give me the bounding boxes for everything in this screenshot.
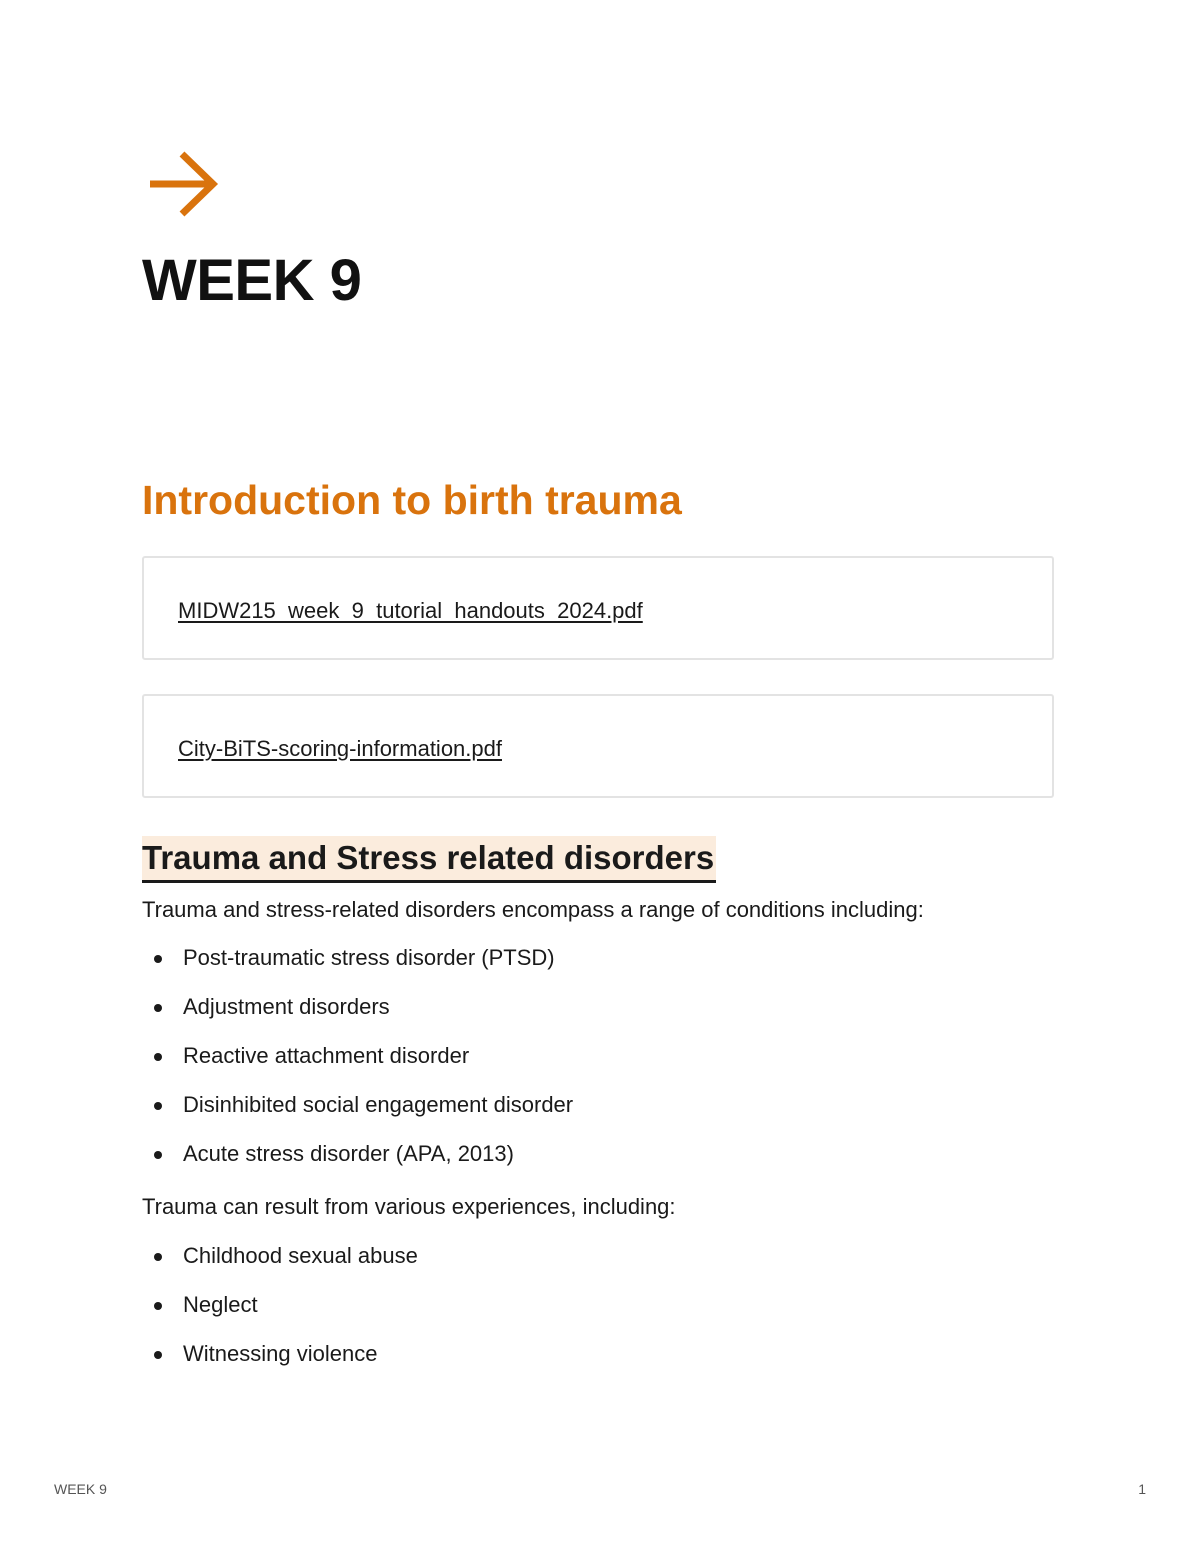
file-link[interactable]: MIDW215_week_9_tutorial_handouts_2024.pdf: [178, 598, 643, 623]
list-item-text: Reactive attachment disorder: [183, 1043, 470, 1068]
arrow-right-icon: [146, 150, 220, 218]
list-item: [152, 944, 573, 993]
list-item-text: Neglect: [183, 1292, 258, 1317]
list-item-text: Adjustment disorders: [183, 994, 390, 1019]
list-item: [152, 993, 573, 1042]
list-item-text: Witnessing violence: [183, 1341, 378, 1366]
bullet-icon: [154, 1102, 162, 1110]
footer-title: WEEK 9: [54, 1481, 107, 1497]
causes-list: [152, 1242, 418, 1389]
list-item-text: Acute stress disorder (APA, 2013): [183, 1141, 514, 1166]
page-title: WEEK 9: [142, 248, 362, 313]
bullet-icon: [154, 1053, 162, 1061]
bullet-icon: [154, 1253, 162, 1261]
file-link[interactable]: City-BiTS-scoring-information.pdf: [178, 736, 502, 761]
bullet-icon: [154, 1351, 162, 1359]
bullet-icon: [154, 955, 162, 963]
page-number: 1: [1138, 1481, 1146, 1497]
subsection-heading: Trauma and Stress related disorders: [142, 836, 716, 883]
section-heading: Introduction to birth trauma: [142, 477, 682, 523]
intro-paragraph: Trauma and stress-related disorders encompass a range of conditions including:: [142, 897, 924, 922]
list-item-text: Disinhibited social engagement disorder: [183, 1092, 574, 1117]
causes-paragraph: Trauma can result from various experiences, including:: [142, 1194, 676, 1219]
list-item-text: Childhood sexual abuse: [183, 1243, 418, 1268]
bullet-icon: [154, 1302, 162, 1310]
list-item: [152, 1340, 418, 1389]
conditions-list: [152, 944, 573, 1189]
list-item: [152, 1042, 573, 1091]
list-item: [152, 1091, 573, 1140]
list-item-text: Post-traumatic stress disorder (PTSD): [183, 945, 555, 970]
bullet-icon: [154, 1151, 162, 1159]
file-attachment[interactable]: [142, 556, 1054, 660]
file-attachment[interactable]: [142, 694, 1054, 798]
list-item: [152, 1242, 418, 1291]
list-item: [152, 1291, 418, 1340]
bullet-icon: [154, 1004, 162, 1012]
list-item: [152, 1140, 573, 1189]
